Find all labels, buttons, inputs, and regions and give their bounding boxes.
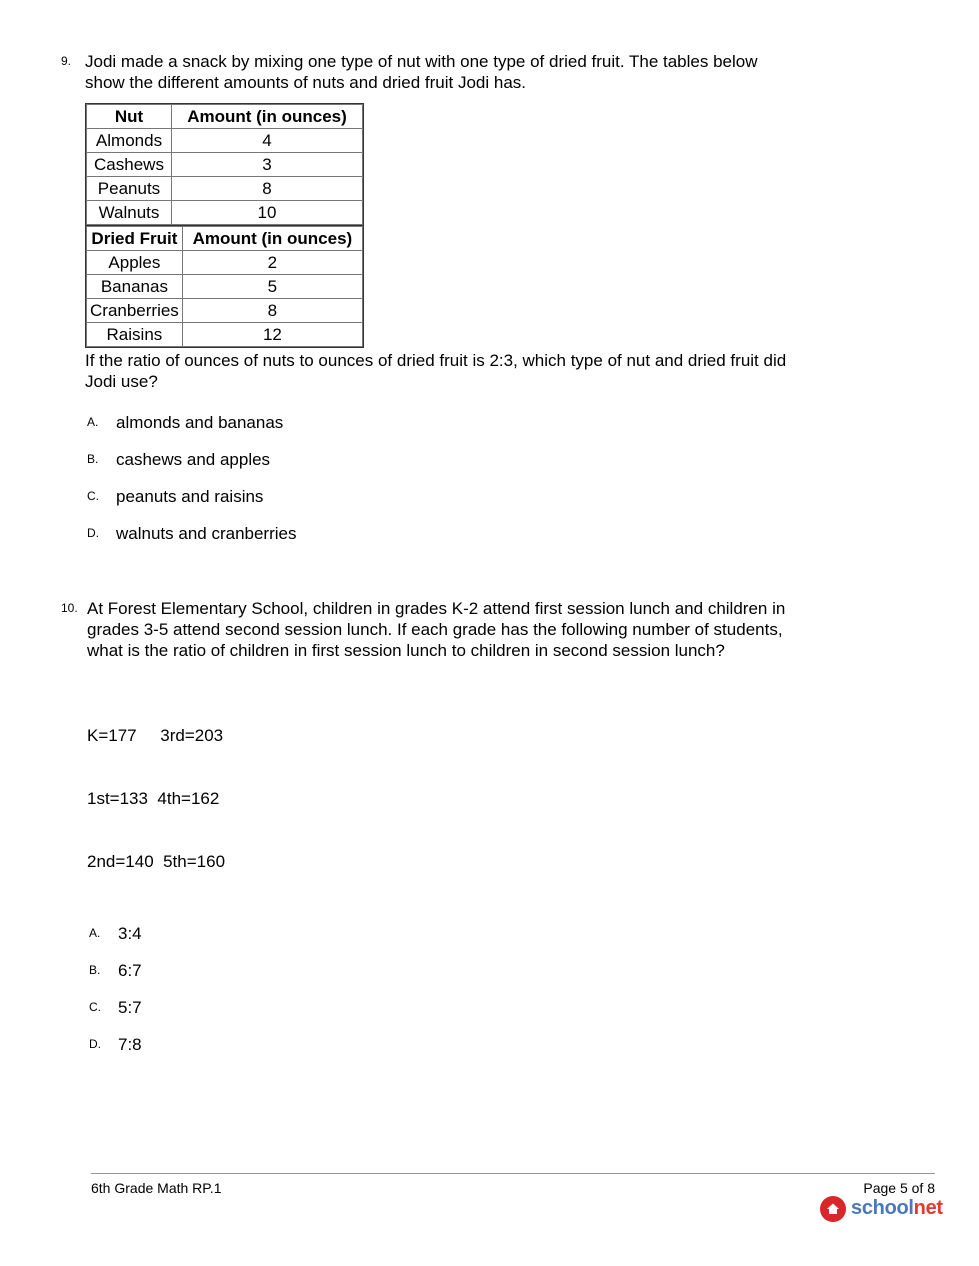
option-text: 7:8: [118, 1035, 142, 1054]
nut-header: Nut: [87, 105, 172, 129]
option-text: walnuts and cranberries: [116, 524, 297, 543]
table-row: [87, 323, 363, 347]
fruit-amount: 2: [182, 251, 362, 275]
fruit-name: Raisins: [87, 323, 183, 347]
nut-name: Almonds: [87, 129, 172, 153]
question-9: [61, 51, 801, 560]
grade-line: K=177 3rd=203: [87, 726, 224, 745]
question-9-number: 9.: [61, 54, 72, 68]
option-letter: D.: [87, 526, 99, 540]
option-letter: D.: [89, 1037, 101, 1051]
question-10-number: 10.: [61, 601, 78, 615]
table-row: [87, 129, 363, 153]
nut-amount: 3: [172, 153, 363, 177]
fruit-amount: 12: [182, 323, 362, 347]
option-text: 3:4: [118, 924, 142, 943]
option-letter: B.: [89, 963, 101, 977]
footer-page-number: Page 5 of 8: [863, 1180, 935, 1196]
grade-counts: [87, 683, 801, 914]
schoolnet-logo: schoolnet: [851, 1197, 943, 1219]
question-10: [61, 598, 801, 1071]
option-letter: B.: [87, 452, 99, 466]
question-10-text: At Forest Elementary School, children in grades K-2 attend first session lunch and children in grades 3-5 attend second session lunch. If each grade has the following number of students, what is the ratio of children in first session lunch to children in second session lunch?: [87, 599, 786, 660]
fruit-name: Apples: [87, 251, 183, 275]
table-row: [87, 251, 363, 275]
schoolnet-house-icon: [820, 1196, 846, 1222]
table-row: [87, 299, 363, 323]
option-letter: A.: [87, 415, 99, 429]
dried-fruit-table: [85, 226, 364, 348]
amount-header: Amount (in ounces): [172, 105, 363, 129]
question-9-option-c[interactable]: [85, 486, 801, 523]
grade-line: 2nd=140 5th=160: [87, 852, 226, 871]
option-text: almonds and bananas: [116, 413, 284, 432]
question-10-option-a[interactable]: [87, 923, 801, 960]
question-10-option-d[interactable]: [87, 1034, 801, 1071]
nut-amount: 8: [172, 177, 363, 201]
option-text: 5:7: [118, 998, 142, 1017]
nut-amount: 10: [172, 201, 363, 225]
option-letter: A.: [89, 926, 101, 940]
table-row: [87, 153, 363, 177]
table-row: [87, 177, 363, 201]
question-9-text: Jodi made a snack by mixing one type of nut with one type of dried fruit. The tables below show the different amounts of nuts and dried fruit Jodi has.: [85, 52, 758, 92]
nut-amount: 4: [172, 129, 363, 153]
table-row: [87, 275, 363, 299]
nut-name: Cashews: [87, 153, 172, 177]
question-10-option-b[interactable]: [87, 960, 801, 997]
question-9-option-b[interactable]: [85, 449, 801, 486]
nut-name: Walnuts: [87, 201, 172, 225]
nut-name: Peanuts: [87, 177, 172, 201]
question-9-prompt: If the ratio of ounces of nuts to ounces of dried fruit is 2:3, which type of nut and dried fruit did Jodi use?: [85, 351, 787, 391]
option-letter: C.: [87, 489, 99, 503]
fruit-name: Bananas: [87, 275, 183, 299]
question-9-option-d[interactable]: [85, 523, 801, 560]
option-text: peanuts and raisins: [116, 487, 264, 506]
nut-table: [85, 103, 364, 226]
question-10-option-c[interactable]: [87, 997, 801, 1034]
amount-header: Amount (in ounces): [182, 227, 362, 251]
question-9-option-a[interactable]: [85, 412, 801, 449]
footer-divider: [91, 1173, 935, 1174]
fruit-name: Cranberries: [87, 299, 183, 323]
table-row: [87, 201, 363, 225]
grade-line: 1st=133 4th=162: [87, 789, 220, 808]
footer-course: 6th Grade Math RP.1: [91, 1180, 222, 1196]
fruit-header: Dried Fruit: [87, 227, 183, 251]
option-text: 6:7: [118, 961, 142, 980]
fruit-amount: 5: [182, 275, 362, 299]
option-letter: C.: [89, 1000, 101, 1014]
fruit-amount: 8: [182, 299, 362, 323]
option-text: cashews and apples: [116, 450, 271, 469]
